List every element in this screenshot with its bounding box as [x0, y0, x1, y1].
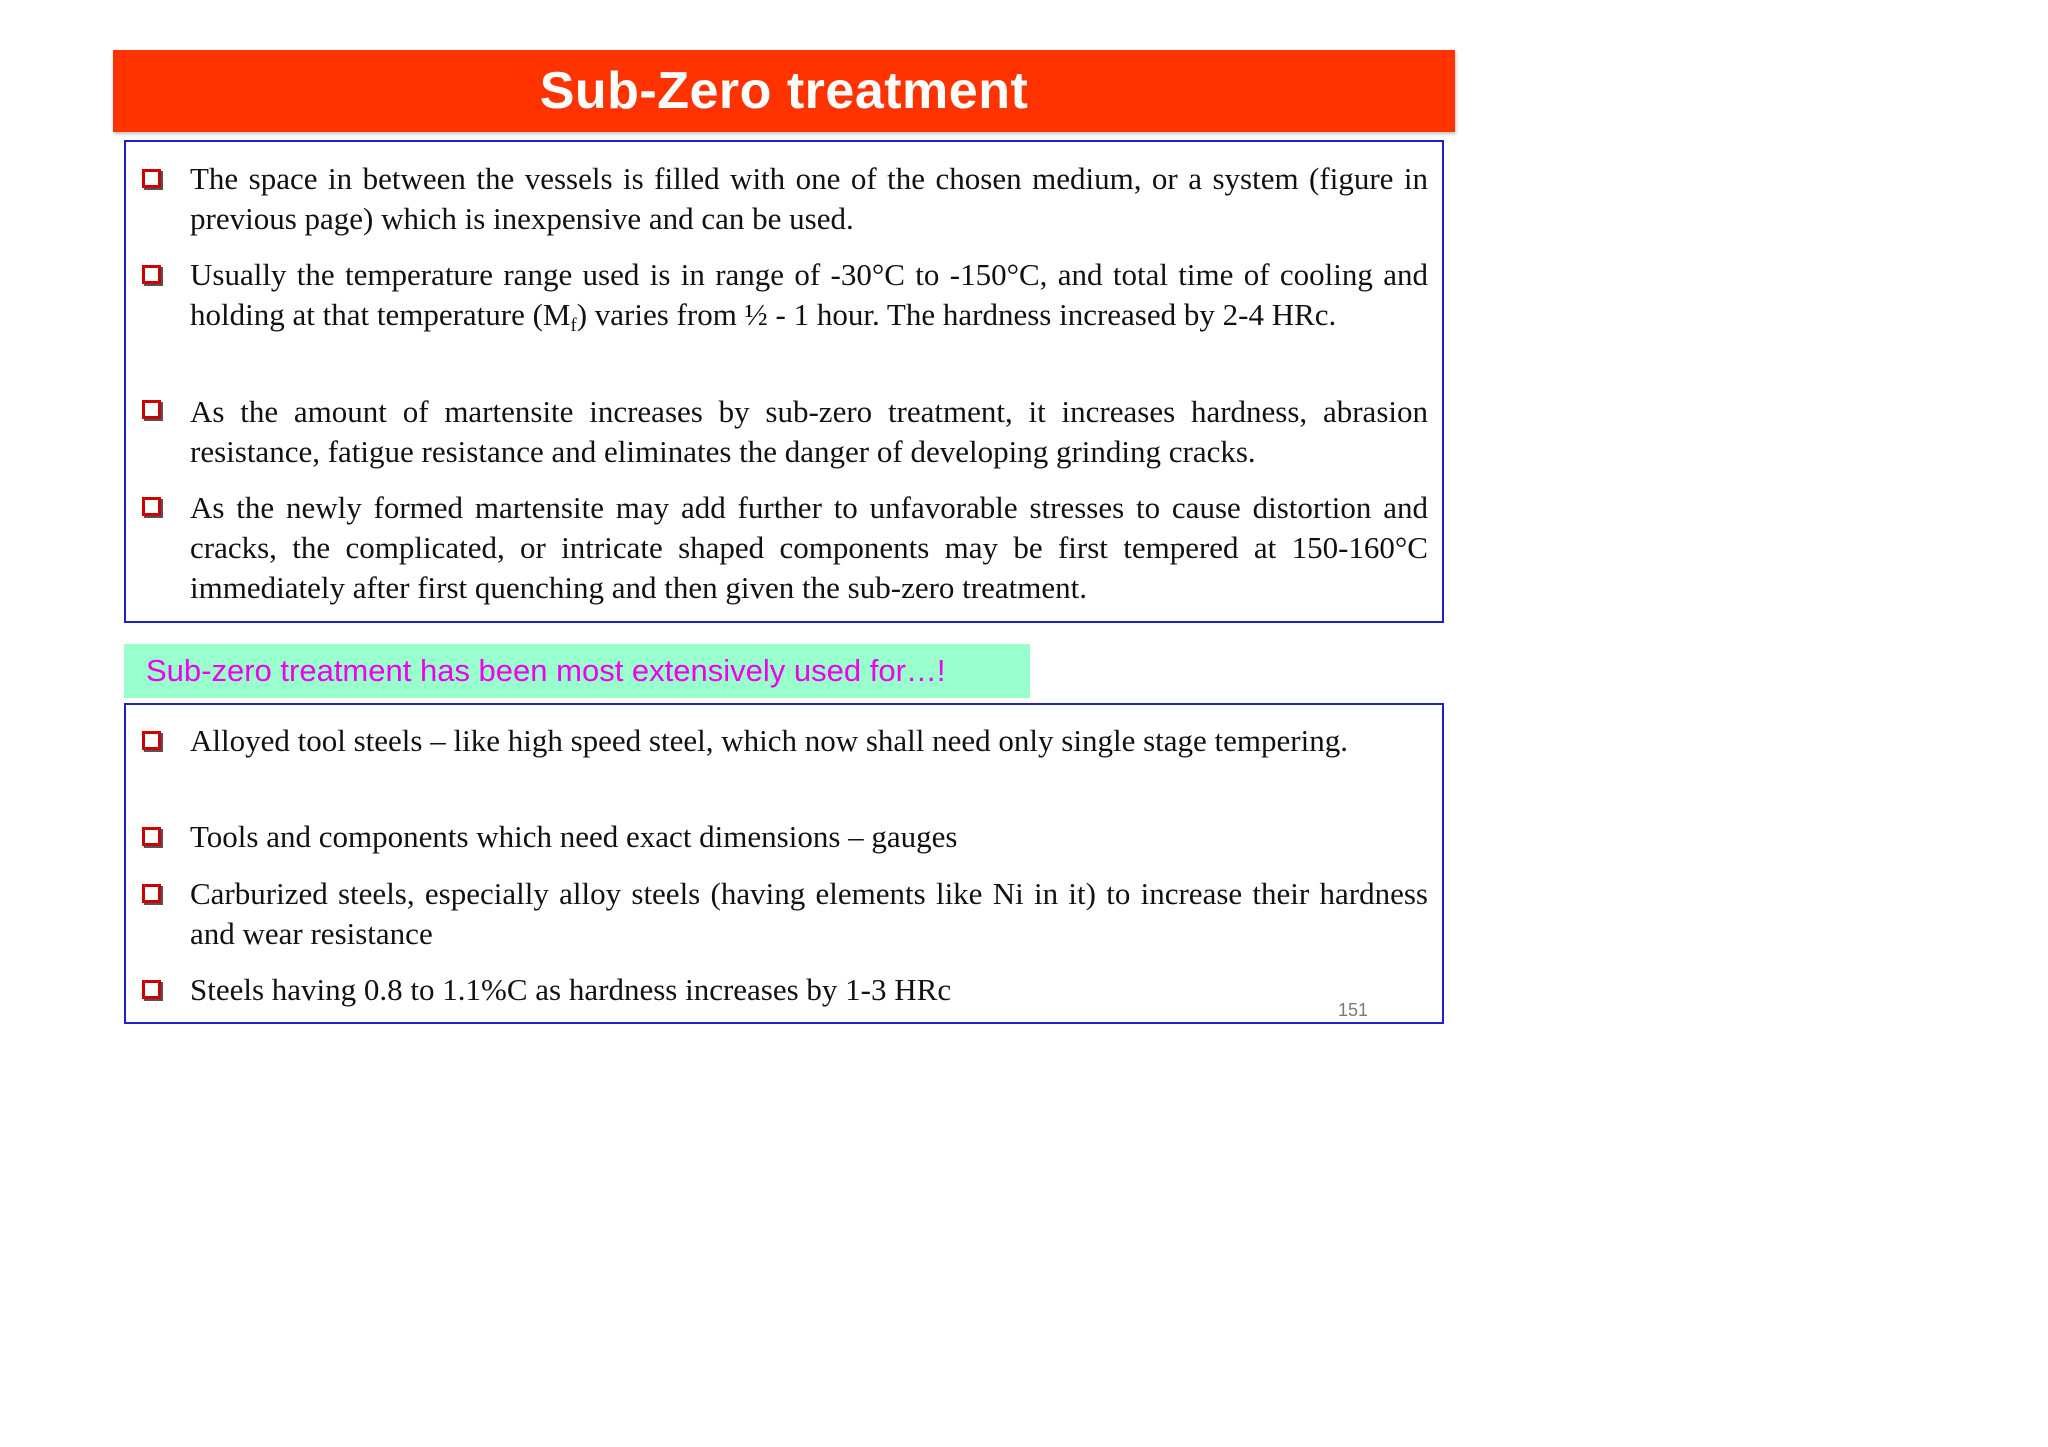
- callout-banner: [124, 644, 1030, 698]
- checkbox-bullet-icon: [142, 265, 161, 284]
- slide-title: Sub-Zero treatment: [539, 62, 1029, 120]
- content-box-uses: [124, 703, 1444, 1024]
- list-item-text: Tools and components which need exact dimensions – gauges: [190, 819, 958, 854]
- checkbox-bullet-icon: [142, 169, 161, 188]
- callout-text: Sub-zero treatment has been most extensively used for…!: [146, 653, 946, 688]
- checkbox-bullet-icon: [142, 497, 161, 516]
- text-segment: Usually the temperature range used is in range of -30°C to -150°C, and total time of cooling and holding at that temperature (M: [190, 257, 1428, 332]
- checkbox-bullet-icon: [142, 731, 161, 750]
- subscript: f: [570, 315, 577, 336]
- content-box-main: [124, 140, 1444, 623]
- checkbox-bullet-icon: [142, 884, 161, 903]
- list-item-text: Carburized steels, especially alloy steels (having elements like Ni in it) to increase their hardness and wear resistance: [190, 876, 1428, 951]
- list-item-text: As the newly formed martensite may add further to unfavorable stresses to cause distortion and cracks, the complicated, or intricate shaped components may be first tempered at 150-160°C immediately after first quenching and then given the sub-zero treatment.: [190, 490, 1428, 605]
- list-item-text: Steels having 0.8 to 1.1%C as hardness increases by 1-3 HRc: [190, 972, 952, 1007]
- list-item-text: Alloyed tool steels – like high speed steel, which now shall need only single stage tempering.: [190, 723, 1348, 758]
- page-number: 151: [1338, 1000, 1369, 1020]
- checkbox-bullet-icon: [142, 827, 161, 846]
- checkbox-bullet-icon: [142, 400, 161, 419]
- list-item-text: As the amount of martensite increases by sub-zero treatment, it increases hardness, abrasion resistance, fatigue resistance and eliminates the danger of developing grinding cracks.: [190, 394, 1428, 469]
- list-item-text: [190, 255, 1428, 335]
- checkbox-bullet-icon: [142, 980, 161, 999]
- text-segment: ) varies from ½ - 1 hour. The hardness increased by 2-4 HRc.: [576, 297, 1337, 332]
- title-bar: [113, 50, 1455, 132]
- list-item-text: The space in between the vessels is filled with one of the chosen medium, or a system (figure in previous page) which is inexpensive and can be used.: [190, 161, 1428, 236]
